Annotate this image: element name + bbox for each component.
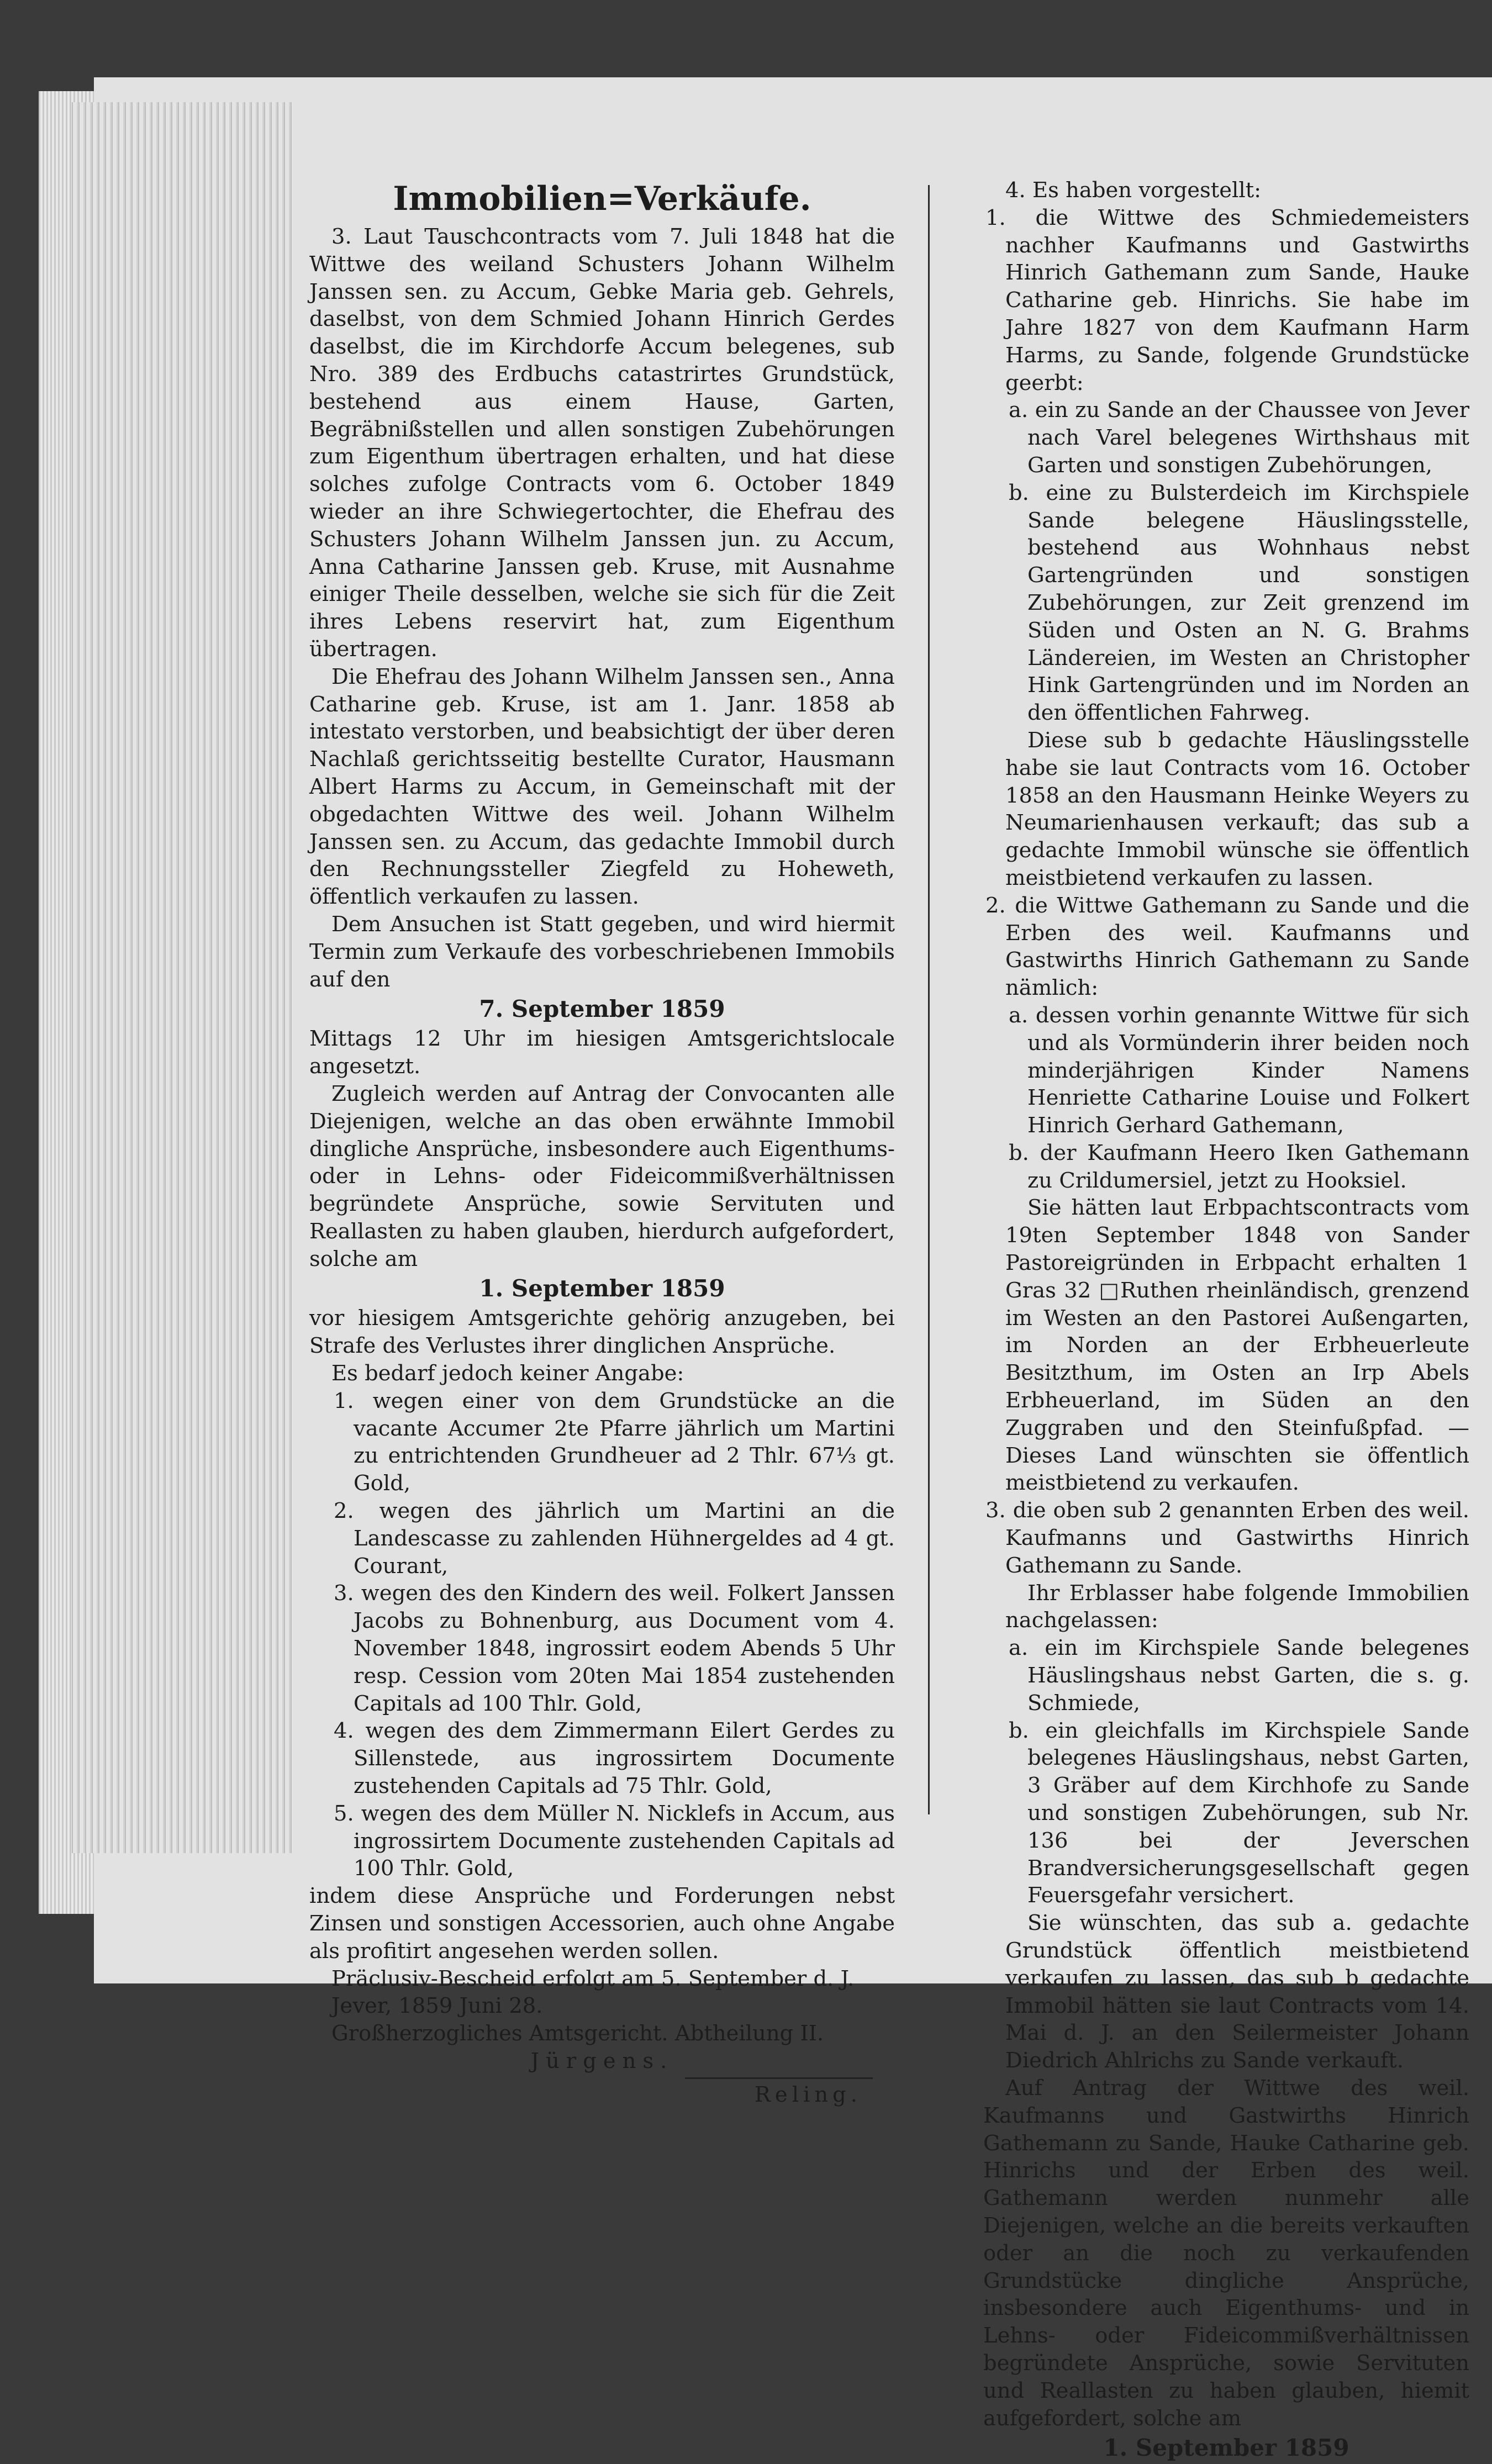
paragraph: Dem Ansuchen ist Statt gegeben, und wird hiermit Termin zum Verkaufe des vorbeschriebenen Immobils auf den [309,911,895,992]
list-item: 1. die Wittwe des Schmiedemeisters nachher Kaufmanns und Gastwirths Hinrich Gathemann zum Sande, Hauke Catharine geb. Hinrichs. Sie habe im Jahre 1827 von dem Kaufmann Harm Harms, zu Sande, folgende Grundstücke geerbt: [985,205,1469,395]
paragraph: Sie wünschten, das sub a. gedachte Grundstück öffentlich meistbietend verkaufen zu lassen, das sub b gedachte Immobil hätten sie laut Contracts vom 14. Mai d. J. an den Seilermeister Johann Diedrich Ahlrichs zu Sande verkauft. [1005,1911,1469,2073]
paragraph: Präclusiv-Bescheid erfolgt am 5. September d. J. [331,1966,855,1991]
claim-deadline-date: 1. September 1859 [479,1275,725,1302]
sub-item: a. ein im Kirchspiele Sande belegenes Häuslingshaus nebst Garten, die s. g. Schmiede, [1009,1635,1469,1716]
signature-reling: Reling. [754,2082,862,2107]
paragraph: 4. Es haben vorgestellt: [1005,178,1262,203]
column-divider [928,185,930,1814]
paragraph: indem diese Ansprüche und Forderungen nebst Zinsen und sonstigen Accessorien, auch ohne Angabe als profitirt angesehen werden sollen. [309,1883,895,1964]
place-date: Jever, 1859 Juni 28. [331,1993,543,2019]
sub-item: a. ein zu Sande an der Chaussee von Jever nach Varel belegenes Wirthshaus mit Garten und sonstigen Zubehörungen, [1009,398,1469,478]
paragraph: Zugleich werden auf Antrag der Convocanten alle Diejenigen, welche an das oben erwähnte Immobil dingliche Ansprüche, insbesondere auch Eigenthums- oder in Lehns- oder Fideicommißverhältnissen begründete Ansprüche, sowie Servituten und Reallasten zu haben glauben, hierdurch aufgefordert, solche am [309,1081,895,1271]
list-item: 2. wegen des jährlich um Martini an die Landescasse zu zahlenden Hühnergeldes ad 4 gt. Courant, [334,1499,895,1579]
section-title: Immobilien=Verkäufe. [393,180,811,218]
page-fore-edge [72,102,293,1853]
list-item: 3. die oben sub 2 genannten Erben des weil. Kaufmanns und Gastwirths Hinrich Gathemann zu Sande. [985,1498,1469,1578]
paragraph: Mittags 12 Uhr im hiesigen Amtsgerichtslocale angesetzt. [309,1026,895,1079]
right-column [983,177,1469,2464]
list-item: 5. wegen des dem Müller N. Nicklefs in Accum, aus ingrossirtem Documente zustehenden Capitals ad 100 Thlr. Gold, [334,1801,895,1881]
paragraph: Die Ehefrau des Johann Wilhelm Janssen sen., Anna Catharine geb. Kruse, ist am 1. Janr. 1858 ab intestato verstorben, und beabsichtigt der über deren Nachlaß gerichtsseitig bestellte Curator, Hausmann Albert Harms zu Accum, in Gemeinschaft mit der obgedachten Wittwe des weil. Johann Wilhelm Janssen sen. zu Accum, das gedachte Immobil durch den Rechnungssteller Ziegfeld zu Hoheweth, öffentlich verkaufen zu lassen. [309,664,895,910]
list-item: 3. wegen des den Kindern des weil. Folkert Janssen Jacobs zu Bohnenburg, aus Document vom 4. November 1848, ingrossirt eodem Abends 5 Uhr resp. Cession vom 20ten Mai 1854 zustehenden Capitals ad 100 Thlr. Gold, [334,1581,895,1716]
left-column [309,177,895,2109]
sub-item: a. dessen vorhin genannte Wittwe für sich und als Vormünderin ihrer beiden noch minderjährigen Kinder Namens Henriette Catharine Louise und Folkert Hinrich Gerhard Gathemann, [1009,1003,1469,1138]
list-item: 2. die Wittwe Gathemann zu Sande und die Erben des weil. Kaufmanns und Gastwirths Hinrich Gathemann zu Sande nämlich: [985,893,1469,1001]
signature-rule [685,2077,873,2079]
paragraph: Auf Antrag der Wittwe des weil. Kaufmanns und Gastwirths Hinrich Gathemann zu Sande, Hauke Catharine geb. Hinrichs und der Erben des weil. Gathemann werden nunmehr alle Diejenigen, welche an die bereits verkauften oder an die noch zu verkaufenden Grundstücke dingliche Ansprüche, insbesondere auch Eigenthums- und in Lehns- oder Fideicommißverhältnissen begründete Ansprüche, sowie Servituten und Reallasten zu haben glauben, hiemit aufgefordert, solche am [983,2075,1469,2431]
auction-date: 7. September 1859 [479,995,725,1023]
list-item: 1. wegen einer von dem Grundstücke an die vacante Accumer 2te Pfarre jährlich um Martini zu entrichtenden Grundheuer ad 2 Thlr. 67⅓ gt. Gold, [334,1388,895,1496]
paragraph: Ihr Erblasser habe folgende Immobilien nachgelassen: [1005,1580,1469,1633]
list-item: 4. wegen des dem Zimmermann Eilert Gerdes zu Sillenstede, aus ingrossirtem Documente zustehenden Capitals ad 75 Thlr. Gold, [334,1718,895,1799]
sub-item: b. ein gleichfalls im Kirchspiele Sande belegenes Häuslingshaus, nebst Garten, 3 Gräber auf dem Kirchhofe zu Sande und sonstigen Zubehörungen, sub Nr. 136 bei der Jeverschen Brandversicherungsgesellschaft gegen Feuersgefahr versichert. [1009,1718,1469,1908]
paragraph: 3. Laut Tauschcontracts vom 7. Juli 1848 hat die Wittwe des weiland Schusters Johann Wilhelm Janssen sen. zu Accum, Gebke Maria geb. Gehrels, daselbst, von dem Schmied Johann Hinrich Gerdes daselbst, die im Kirchdorfe Accum belegenes, sub Nro. 389 des Erdbuchs catastrirtes Grundstück, bestehend aus einem Hause, Garten, Begräbnißstellen und allen sonstigen Zubehörungen zum Eigenthum übertragen erhalten, und hat diese solches zufolge Contracts vom 6. October 1849 wieder an ihre Schwiegertochter, die Ehefrau des Schusters Johann Wilhelm Janssen jun. zu Accum, Anna Catharine Janssen geb. Kruse, mit Ausnahme einiger Theile desselben, welche sie sich für die Zeit ihres Lebens reservirt hat, zum Eigenthum übertragen. [309,224,895,662]
signature-juergens: Jürgens. [530,2049,674,2073]
paragraph: Sie hätten laut Erbpachtscontracts vom 19ten September 1848 von Sander Pastoreigründen in Erbpacht erhalten 1 Gras 32 □Ruthen rheinländisch, grenzend im Westen an den Pastorei Außengarten, im Norden an der Erbheuerleute Besitzthum, im Osten an Irp Abels Erbheuerland, im Süden an den Zuggraben und den Steinfußpfad. — Dieses Land wünschten sie öffentlich meistbietend zu verkaufen. [1005,1195,1469,1496]
paragraph: Diese sub b gedachte Häuslingsstelle habe sie laut Contracts vom 16. October 1858 an den Hausmann Heinke Weyers zu Neumarienhausen verkauft; das sub a gedachte Immobil wünsche sie öffentlich meistbietend verkaufen zu lassen. [1005,727,1469,890]
paragraph: Es bedarf jedoch keiner Angabe: [331,1361,684,1386]
paragraph: vor hiesigem Amtsgerichte gehörig anzugeben, bei Strafe des Verlustes ihrer dinglichen Ansprüche. [309,1306,895,1359]
court-name: Großherzogliches Amtsgericht. Abtheilung II. [331,2021,824,2046]
claim-deadline-date: 1. September 1859 [1103,2434,1349,2462]
sub-item: b. der Kaufmann Heero Iken Gathemann zu Crildumersiel, jetzt zu Hooksiel. [1009,1140,1469,1193]
sub-item: b. eine zu Bulsterdeich im Kirchspiele Sande belegene Häuslingsstelle, bestehend aus Wohnhaus nebst Gartengründen und sonstigen Zubehörungen, zur Zeit grenzend im Süden und Osten an N. G. Brahms Ländereien, im Westen an Christopher Hink Gartengründen und im Norden an den öffentlichen Fahrweg. [1009,480,1469,726]
